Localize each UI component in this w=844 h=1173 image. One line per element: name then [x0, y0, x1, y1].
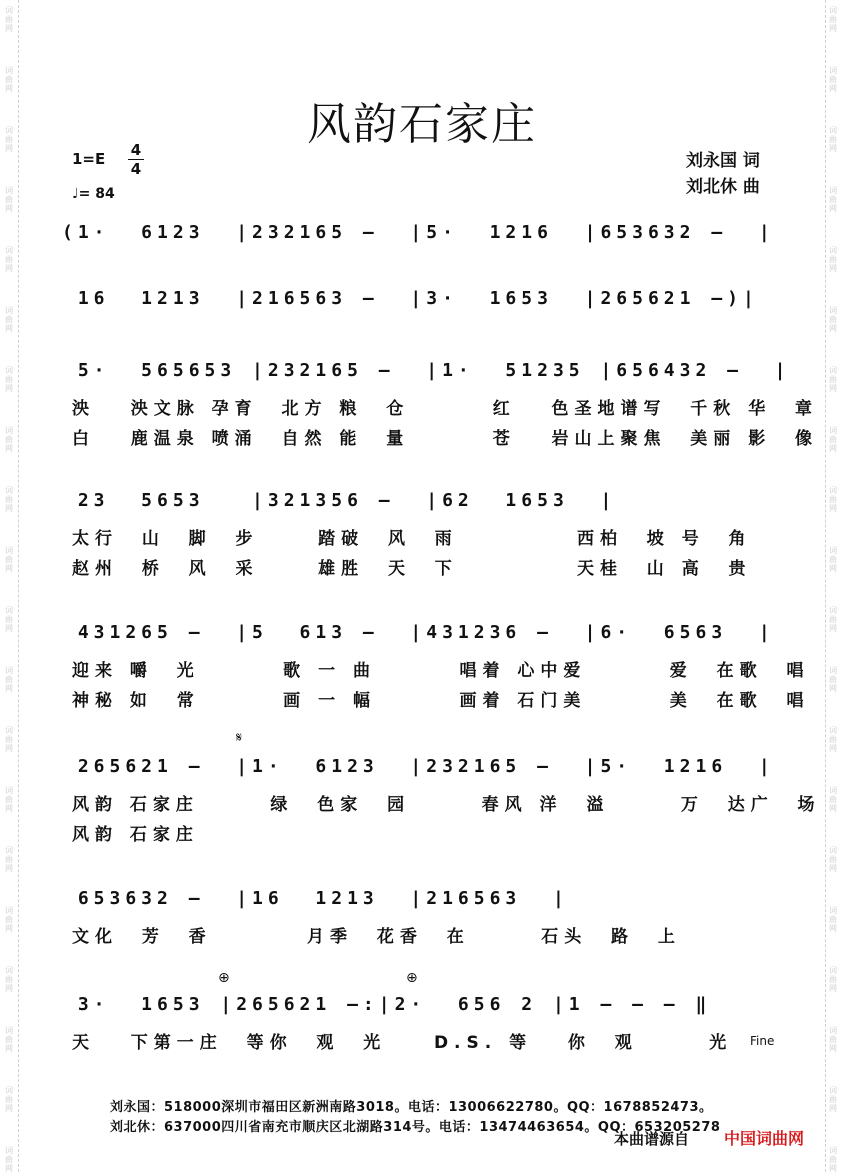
notation-line: 5· 565653 |232165 — |1· 51235 |656432 — |	[62, 360, 791, 381]
lyric-line: 太行 山 脚 步 踏破 风 雨 西柏 坡 号 角	[72, 529, 752, 549]
side-watermark-text: 词 曲 网	[5, 66, 13, 93]
lyric-line: 文化 芳 香 月季 花香 在 石头 路 上	[72, 927, 681, 947]
side-watermark-text: 词 曲 网	[829, 6, 837, 33]
song-title: 风韵石家庄	[307, 99, 537, 150]
side-watermark-text: 词 曲 网	[5, 126, 13, 153]
segno-mark: 𝄋	[236, 730, 243, 746]
side-watermark-text: 词 曲 网	[829, 366, 837, 393]
side-watermark-text: 词 曲 网	[5, 906, 13, 933]
notation-line: 265621 — |1· 6123 |232165 — |5· 1216 |	[62, 756, 775, 777]
side-watermark-text: 词 曲 网	[829, 666, 837, 693]
side-watermark-text: 词 曲 网	[829, 966, 837, 993]
notation-line: 23 5653 |321356 — |62 1653 |	[62, 490, 617, 511]
side-watermark-text: 词 曲 网	[829, 66, 837, 93]
side-watermark-text: 词 曲 网	[829, 546, 837, 573]
lyric-line: 天 下第一庄 等你 观 光 D.S. 等 你 观 光	[72, 1033, 733, 1053]
score-row	[62, 286, 782, 328]
key-signature: 1=E	[72, 150, 106, 168]
side-watermark-text: 词 曲 网	[829, 906, 837, 933]
side-watermark-text: 词 曲 网	[5, 726, 13, 753]
side-watermark-text: 词 曲 网	[5, 1086, 13, 1113]
side-watermark-text: 词 曲 网	[829, 426, 837, 453]
side-watermark-text: 词 曲 网	[5, 6, 13, 33]
side-watermark-text: 词 曲 网	[5, 426, 13, 453]
score-row	[62, 754, 821, 846]
side-watermark-text: 词 曲 网	[829, 246, 837, 273]
time-signature	[128, 142, 144, 177]
source-label: 本曲谱源自	[614, 1130, 690, 1148]
side-watermark-text: 词 曲 网	[829, 606, 837, 633]
composer-contact: 刘北休：637000四川省南充市顺庆区北湖路314号。电话：13474463654。QQ：653205278	[110, 1120, 721, 1135]
side-watermark-text: 词 曲 网	[5, 366, 13, 393]
side-watermark-text: 词 曲 网	[5, 246, 13, 273]
side-watermark-text: 词 曲 网	[829, 306, 837, 333]
side-watermark-text: 词 曲 网	[829, 126, 837, 153]
lyric-line: 泱 泱文脉 孕育 北方 粮 仓 红 色圣地谱写 千秋 华 章	[72, 399, 819, 419]
score-row	[62, 488, 782, 580]
side-watermark-text: 词 曲 网	[5, 486, 13, 513]
notation-line: 16 1213 |216563 — |3· 1653 |265621 —)|	[62, 288, 759, 309]
side-watermark-text: 词 曲 网	[5, 186, 13, 213]
side-watermark-text: 词 曲 网	[829, 1086, 837, 1113]
coda-mark: ⊕	[406, 970, 418, 986]
lyric-line: 白 鹿温泉 喷涌 自然 能 量 苍 岩山上聚焦 美丽 影 像	[72, 429, 819, 449]
time-signature-bottom: 4	[130, 160, 142, 178]
side-watermark-text: 词 曲 网	[829, 846, 837, 873]
side-watermark-text: 词 曲 网	[5, 786, 13, 813]
score-row	[62, 358, 819, 450]
side-watermark-text: 词 曲 网	[829, 1026, 837, 1053]
notation-line: (1· 6123 |232165 — |5· 1216 |653632 — |	[62, 222, 775, 243]
side-watermark-text: 词 曲 网	[5, 1146, 13, 1173]
side-watermark-text: 词 曲 网	[829, 786, 837, 813]
side-watermark-text: 词 曲 网	[829, 1146, 837, 1173]
score-row	[62, 886, 782, 948]
side-watermark-text: 词 曲 网	[5, 546, 13, 573]
time-signature-top: 4	[130, 141, 142, 159]
side-watermark-text: 词 曲 网	[5, 606, 13, 633]
composer-credit: 刘北休 曲	[686, 177, 760, 197]
lyric-line: 迎来 嚼 光 歌 一 曲 唱着 心中爱 爱 在歌 唱	[72, 661, 810, 681]
side-watermark-text: 词 曲 网	[5, 966, 13, 993]
notation-line: 3· 1653 |265621 —:|2· 656 2 |1 — — — ‖	[62, 994, 712, 1015]
score-row	[62, 620, 810, 712]
notation-line: 431265 — |5 613 — |431236 — |6· 6563 |	[62, 622, 775, 643]
lyric-line: 风韵 石家庄	[72, 825, 199, 845]
side-watermark-text: 词 曲 网	[5, 306, 13, 333]
lyric-line: 神秘 如 常 画 一 幅 画着 石门美 美 在歌 唱	[72, 691, 810, 711]
lyric-line: 风韵 石家庄 绿 色家 园 春风 洋 溢 万 达广 场	[72, 795, 821, 815]
right-watermark-strip	[825, 0, 842, 1172]
tempo-marking: ♩= 84	[72, 186, 115, 202]
lyricist-contact: 刘永国：518000深圳市福田区新洲南路3018。电话：13006622780。QQ：1678852473。	[110, 1100, 713, 1115]
site-name: 中国词曲网	[724, 1129, 805, 1148]
fine-mark: Fine	[750, 1034, 775, 1048]
lyric-line: 赵州 桥 风 采 雄胜 天 下 天桂 山 高 贵	[72, 559, 752, 579]
side-watermark-text: 词 曲 网	[829, 726, 837, 753]
side-watermark-text: 词 曲 网	[5, 846, 13, 873]
coda-mark: ⊕	[218, 970, 230, 986]
side-watermark-text: 词 曲 网	[829, 486, 837, 513]
notation-line: 653632 — |16 1213 |216563 |	[62, 888, 569, 909]
side-watermark-text: 词 曲 网	[5, 666, 13, 693]
side-watermark-text: 词 曲 网	[829, 186, 837, 213]
side-watermark-text: 词 曲 网	[5, 1026, 13, 1053]
score-row	[62, 220, 782, 262]
lyricist-credit: 刘永国 词	[686, 151, 760, 171]
score-row	[62, 992, 782, 1054]
left-watermark-strip	[2, 0, 19, 1172]
